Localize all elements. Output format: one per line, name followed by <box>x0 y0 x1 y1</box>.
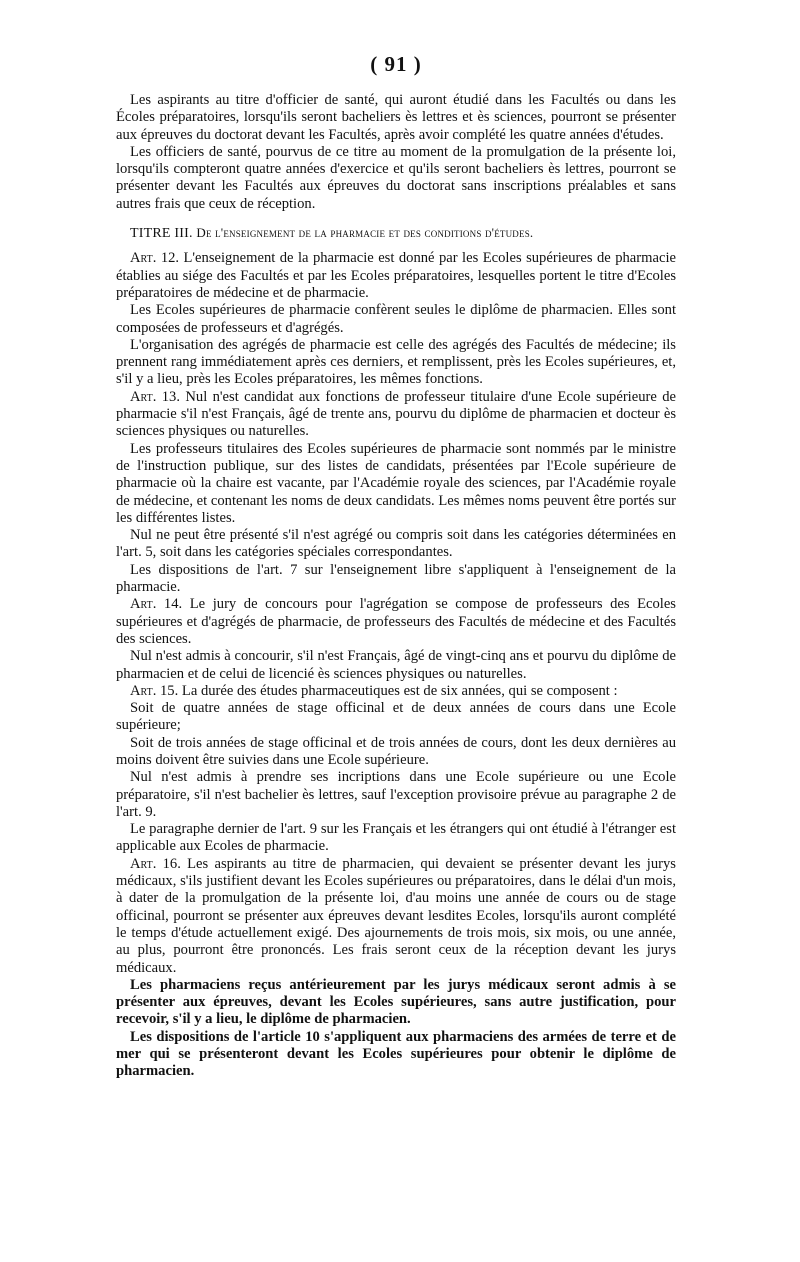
section-title-main: TITRE III. <box>130 226 193 242</box>
section-title <box>116 224 676 242</box>
paragraph-text: L'organisation des agrégés de pharmacie est celle des agrégés des Facultés de médecine; ils prennent rang immédiatement après ces derniers, et remplissent, près les Ecoles supérieures, et, s'il y a lieu, près les Ecoles préparatoires, les mêmes fonctions. <box>116 336 676 388</box>
section-body <box>116 250 676 1080</box>
paragraph <box>116 144 676 213</box>
paragraph <box>116 648 676 683</box>
paragraph <box>116 821 676 856</box>
paragraph <box>116 337 676 389</box>
document-page <box>116 52 676 1081</box>
article-paragraph <box>116 683 676 700</box>
paragraph <box>116 977 676 1029</box>
article-label: Art. 15. <box>130 682 179 699</box>
paragraph-text: Nul n'est candidat aux fonctions de professeur titulaire d'une Ecole supérieure de pharmacie s'il n'est Français, âgé de trente ans, pourvu du diplôme de pharmacien et docteur ès sciences physiques ou naturelles. <box>116 388 676 440</box>
paragraph-text: Les officiers de santé, pourvus de ce titre au moment de la promulgation de la présente loi, lorsqu'ils compteront quatre années d'exercice et qu'ils seront bacheliers ès lettres, pourront se présenter devant les Facultés aux épreuves du doctorat sans inscriptions préalables et sans autres frais que ceux de réception. <box>116 143 676 212</box>
article-label: Art. 14. <box>130 596 183 613</box>
paragraph <box>116 302 676 337</box>
paragraph-text: Les dispositions de l'article 10 s'appliquent aux pharmaciens des armées de terre et de mer qui se présenteront devant les Ecoles supérieures pour obtenir le diplôme de pharmacien. <box>116 1028 676 1080</box>
paragraph-text: Soit de quatre années de stage officinal et de deux années de cours dans une Ecole supérieure; <box>116 700 676 734</box>
paragraph <box>116 527 676 562</box>
paragraph-text: La durée des études pharmaceutiques est de six années, qui se composent : <box>178 682 618 699</box>
article-label: Art. 13. <box>130 388 180 405</box>
page-number: ( 91 ) <box>370 52 422 76</box>
section-intro <box>116 92 676 213</box>
article-paragraph <box>116 856 676 977</box>
article-paragraph <box>116 250 676 302</box>
article-paragraph <box>116 389 676 441</box>
paragraph-text: Les pharmaciens reçus antérieurement par les jurys médicaux seront admis à se présenter aux épreuves, devant les Ecoles supérieures, sans autre justification, pour recevoir, s'il y a lieu, le diplôme de pharmacien. <box>116 976 676 1028</box>
paragraph-text: Les professeurs titulaires des Ecoles supérieures de pharmacie sont nommés par le ministre de l'instruction publique, sur des listes de candidats, présentées par l'Ecole supérieure de pharmacie où la chaire est vacante, par l'Académie royale des sciences, par l'Académie royale de médecine, et contenant les noms de deux candidats. Les mêmes noms peuvent être portés sur les différentes listes. <box>116 440 676 526</box>
paragraph-text: Nul ne peut être présenté s'il n'est agrégé ou compris soit dans les catégories déterminées en l'art. 5, soit dans les catégories spéciales correspondantes. <box>116 527 676 561</box>
paragraph-text: Les aspirants au titre d'officier de santé, qui auront étudié dans les Facultés ou dans les Écoles préparatoires, lorsqu'ils seront bacheliers ès lettres et ès sciences, pourront se présenter aux épreuves du doctorat devant les Facultés, après avoir complété les quatre années d'études. <box>116 92 676 143</box>
paragraph-text: Nul n'est admis à prendre ses incriptions dans une Ecole supérieure ou une Ecole préparatoire, s'il n'est bachelier ès lettres, sauf l'exception provisoire prévue au paragraphe 2 de l'art. 9. <box>116 769 676 820</box>
paragraph <box>116 92 676 144</box>
section-title-subtitle: De l'enseignement de la pharmacie et des conditions d'études. <box>196 225 534 241</box>
paragraph-text: Le jury de concours pour l'agrégation se compose de professeurs des Ecoles supérieures et d'agrégés de pharmacie, de professeurs des Facultés de médecine et des Facultés des sciences. <box>116 596 676 647</box>
paragraph <box>116 1029 676 1081</box>
paragraph-text: Nul n'est admis à concourir, s'il n'est Français, âgé de vingt-cinq ans et pourvu du diplôme de pharmacien et de celui de licencié ès sciences physiques ou naturelles. <box>116 648 676 682</box>
paragraph <box>116 769 676 821</box>
paragraph-text: Les Ecoles supérieures de pharmacie confèrent seules le diplôme de pharmacien. Elles sont composées de professeurs et d'agrégés. <box>116 302 676 336</box>
paragraph <box>116 562 676 597</box>
article-label: Art. 16. <box>130 855 181 872</box>
article-paragraph <box>116 596 676 648</box>
paragraph <box>116 735 676 770</box>
paragraph-text: Les dispositions de l'art. 7 sur l'enseignement libre s'appliquent à l'enseignement de la pharmacie. <box>116 561 676 596</box>
article-label: Art. 12. <box>130 250 180 267</box>
paragraph <box>116 441 676 527</box>
paragraph-text: Soit de trois années de stage officinal et de trois années de cours, dont les deux dernières au moins doivent être suivies dans une Ecole supérieure. <box>116 734 676 768</box>
paragraph-text: L'enseignement de la pharmacie est donné par les Ecoles supérieures de pharmacie établies au siége des Facultés et par les Ecoles préparatoires, lesquelles portent le titre d'Ecoles préparatoires de médecine et de pharmacie. <box>116 250 676 301</box>
paragraph <box>116 700 676 735</box>
paragraph-text: Le paragraphe dernier de l'art. 9 sur les Français et les étrangers qui ont étudié à l'étranger est applicable aux Ecoles de pharmacie. <box>116 821 676 855</box>
paragraph-text: Les aspirants au titre de pharmacien, qui devaient se présenter devant les jurys médicaux, s'ils justifient devant les Ecoles supérieures ou préparatoires, dans le délai d'un mois, à dater de la promulgation de la présente loi, d'au moins une année de cours ou de stage officinal, pourront se présenter aux épreuves devant lesdites Ecoles, lorsqu'ils auront complété le temps d'étude actuellement exigé. Des ajournements de trois mois, six mois, ou une année, au plus, pourront être prononcés. Les frais seront ceux de la réception devant les jurys médicaux. <box>116 855 676 976</box>
